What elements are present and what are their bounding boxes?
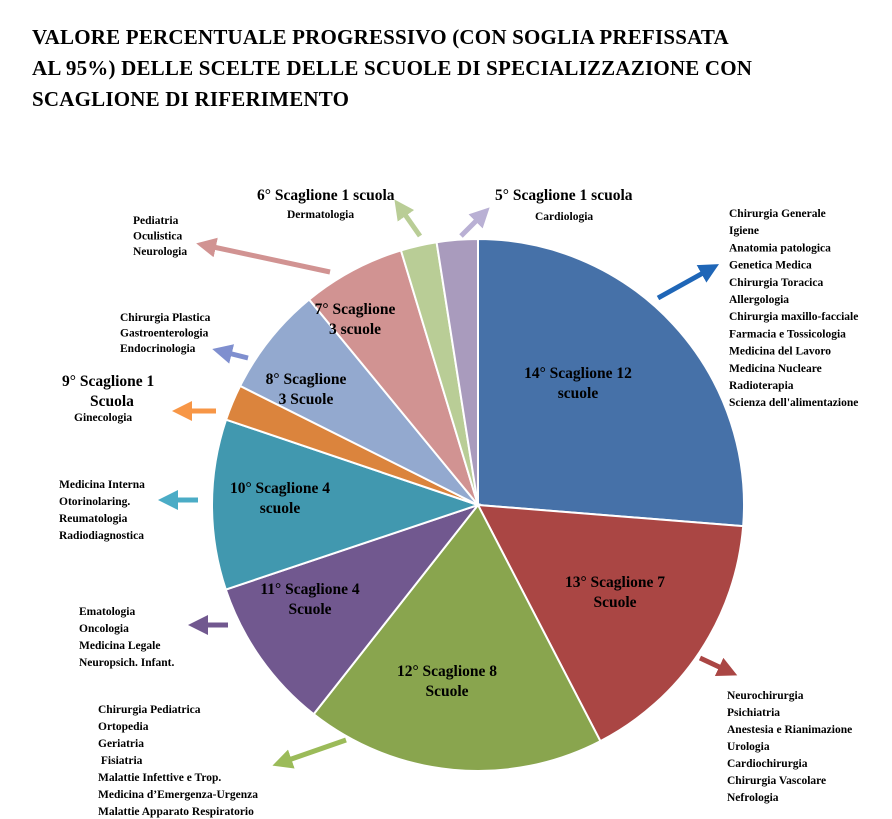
slice-label-line: scuole — [557, 385, 599, 402]
callout-title-s6 — [257, 187, 395, 204]
school-name: Otorinolaring. — [59, 496, 131, 508]
callout-title-line: 5° Scaglione 1 scuola — [495, 187, 633, 204]
school-name: Anestesia e Rianimazione — [727, 724, 853, 736]
callout-arrow-s7 — [204, 245, 330, 272]
school-list-s8 — [120, 312, 211, 355]
school-name: Igiene — [729, 225, 760, 238]
school-name: Psichiatria — [727, 707, 781, 719]
callout-title-line: 6° Scaglione 1 scuola — [257, 187, 395, 204]
school-name: Ginecologia — [74, 412, 133, 424]
slice-label-line: Scuole — [425, 683, 469, 700]
school-name: Anatomia patologica — [729, 242, 831, 255]
slice-label-line: 8° Scaglione — [265, 371, 347, 388]
slice-label-line: 14° Scaglione 12 — [524, 365, 632, 382]
school-name: Scienza dell'alimentazione — [729, 397, 859, 410]
school-name: Medicina Legale — [79, 640, 161, 652]
slice-label-line: Scuole — [288, 601, 332, 618]
school-name: Medicina d’Emergenza-Urgenza — [98, 789, 259, 801]
chart-title-line-1: VALORE PERCENTUALE PROGRESSIVO (CON SOGLIA PREFISSATA — [32, 25, 729, 49]
callout-arrow-s13 — [700, 658, 730, 672]
school-name: Cardiologia — [535, 211, 594, 223]
school-name: Malattie Infettive e Trop. — [98, 772, 222, 784]
school-name: Reumatologia — [59, 513, 128, 525]
callout-arrow-s12 — [280, 740, 346, 763]
school-name: Radioterapia — [729, 380, 794, 392]
school-name: Neurologia — [133, 246, 188, 258]
school-name: Fisiatria — [98, 755, 143, 767]
school-name: Medicina Interna — [59, 479, 145, 491]
school-name: Endocrinologia — [120, 343, 196, 355]
school-name: Chirurgia Toracica — [729, 276, 824, 289]
pie-slice-s14 — [478, 239, 744, 526]
school-name: Nefrologia — [727, 792, 779, 804]
school-list-s14 — [729, 208, 858, 409]
school-name: Gastroenterologia — [120, 327, 209, 340]
slice-label-line: 3 scuole — [328, 321, 382, 338]
school-name: Farmacia e Tossicologia — [729, 328, 846, 341]
school-name: Ortopedia — [98, 721, 149, 733]
chart-title-line-2: AL 95%) DELLE SCELTE DELLE SCUOLE DI SPECIALIZZAZIONE CON — [32, 56, 753, 80]
school-name: Chirurgia Generale — [729, 208, 826, 220]
school-name: Allergologia — [729, 294, 790, 306]
callout-arrow-s14 — [658, 268, 712, 298]
school-list-s12 — [98, 704, 258, 818]
chart-title-line-3: SCAGLIONE DI RIFERIMENTO — [32, 87, 350, 111]
callout-arrow-s5 — [461, 213, 484, 236]
school-list-s11 — [79, 606, 174, 669]
school-name: Dermatologia — [287, 209, 355, 221]
school-name: Geriatria — [98, 738, 144, 750]
school-name: Medicina del Lavoro — [729, 345, 832, 358]
school-name: Neurochirurgia — [727, 690, 804, 702]
school-name: Ematologia — [79, 606, 136, 618]
school-name: Neuropsich. Infant. — [79, 657, 175, 669]
callout-title-s5 — [495, 187, 633, 204]
callout-arrow-s6 — [399, 206, 420, 236]
school-name: Chirurgia maxillo-facciale — [729, 311, 859, 324]
slice-label-line: Scuole — [593, 594, 637, 611]
slice-label-line: scuole — [259, 500, 301, 517]
school-name: Malattie Apparato Respiratorio — [98, 806, 254, 818]
slice-label-line: 13° Scaglione 7 — [564, 574, 666, 591]
callout-arrow-s8 — [220, 351, 248, 358]
school-name: Pediatria — [133, 215, 179, 227]
callout-title-line: 9° Scaglione 1 — [62, 373, 155, 390]
slice-label-line: 10° Scaglione 4 — [229, 480, 331, 497]
school-list-s9 — [74, 412, 132, 424]
school-list-s5 — [535, 211, 593, 223]
school-name: Genetica Medica — [729, 259, 812, 272]
school-name: Cardiochirurgia — [727, 758, 808, 770]
school-name: Medicina Nucleare — [729, 362, 822, 375]
school-list-s10 — [59, 479, 145, 542]
school-name: Urologia — [727, 741, 770, 753]
school-name: Oncologia — [79, 623, 129, 635]
slice-label-line: 3 Scuole — [278, 391, 334, 408]
slice-label-line: 11° Scaglione 4 — [260, 581, 360, 598]
slice-label-line: 7° Scaglione — [314, 301, 396, 318]
callout-title-line: Scuola — [90, 393, 134, 410]
school-list-s6 — [287, 209, 354, 221]
school-name: Chirurgia Plastica — [120, 312, 211, 324]
school-name: Oculistica — [133, 230, 183, 243]
school-name: Chirurgia Pediatrica — [98, 704, 201, 716]
callout-title-s9 — [62, 373, 154, 410]
school-list-s13 — [727, 690, 852, 804]
slice-label-line: 12° Scaglione 8 — [396, 663, 498, 680]
school-name: Chirurgia Vascolare — [727, 775, 827, 787]
school-name: Radiodiagnostica — [59, 530, 144, 542]
school-list-s7 — [133, 215, 187, 258]
